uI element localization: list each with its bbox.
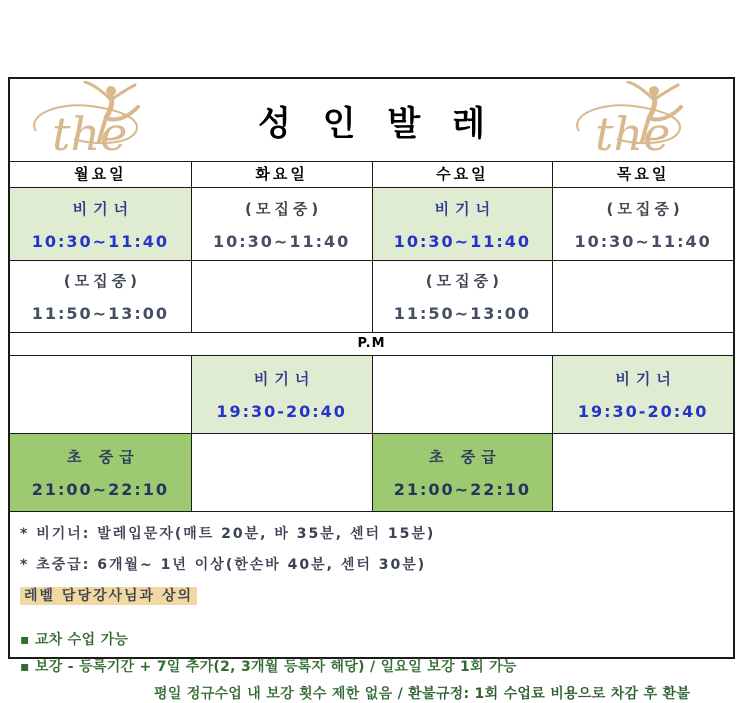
class-name: (모집중): [63, 272, 141, 290]
class-name: (모집중): [245, 199, 323, 218]
day-header-monday: 월요일: [74, 165, 127, 183]
class-time: 10:30~11:40: [393, 231, 531, 251]
day-header-thursday: 목요일: [552, 162, 733, 187]
class-time: 10:30~11:40: [31, 231, 169, 251]
spacer: [20, 616, 725, 629]
class-time: 19:30-20:40: [216, 402, 347, 421]
class-name: 초 중급: [67, 448, 140, 466]
empty-cell-wednesday-pm1: [372, 356, 553, 433]
day-header-wednesday: 수요일: [372, 162, 553, 187]
ballet-dancer-logo-icon: [22, 81, 178, 159]
class-time: 19:30-20:40: [577, 402, 709, 421]
level-consult-note: [20, 585, 725, 605]
class-time: 21:00~22:10: [393, 480, 531, 499]
schedule-row-pm2: [10, 433, 733, 511]
class-name: 비기너: [615, 370, 677, 388]
studio-logo-right: [553, 81, 733, 159]
header-row: [10, 79, 733, 161]
class-cell-monday-am2: [10, 261, 191, 332]
class-cell-wednesday-am1: [372, 188, 553, 260]
class-time: 11:50~13:00: [31, 304, 169, 323]
notes-section: [10, 511, 733, 702]
intermediate-note: * 초중급: 6개월~ 1년 이상(한손바 40분, 센터 30분): [20, 557, 427, 573]
makeup-note: ▪ 보강 - 등록기간 + 7일 추가(2, 3개월 등록자 해당) / 일요일 보강 1회 가능: [20, 659, 517, 675]
day-header-tuesday: 화요일: [191, 162, 372, 187]
logo-script-text: the: [52, 107, 128, 159]
class-time: 11:50~13:00: [393, 304, 531, 323]
studio-logo-left: [10, 81, 190, 159]
class-name: (모집중): [606, 199, 684, 218]
class-cell-monday-pm2: [10, 434, 191, 511]
schedule-row-pm1: [10, 355, 733, 433]
cross-class-note: ▪ 교차 수업 가능: [20, 632, 129, 648]
empty-cell-thursday-pm2: [552, 434, 733, 511]
beginner-note: * 비기너: 발레입문자(매트 20분, 바 35분, 센터 15분): [20, 526, 436, 542]
class-cell-tuesday-pm1: [191, 356, 372, 433]
logo-script-text: the: [595, 107, 671, 159]
class-name: 초 중급: [429, 448, 502, 466]
ballet-dancer-logo-icon: [565, 81, 721, 159]
class-cell-thursday-pm1: [552, 356, 733, 433]
empty-cell-monday-pm1: [10, 356, 191, 433]
class-name: 비기너: [72, 199, 135, 218]
highlighted-text: 레벨 담당강사님과 상의: [20, 587, 197, 605]
makeup-note-continued: 평일 정규수업 내 보강 횟수 제한 없음 /: [154, 686, 409, 702]
refund-policy-text: 환불규정: 1회 수업료 비용으로 차감 후 환불: [408, 686, 691, 702]
class-cell-thursday-am1: [552, 188, 733, 260]
class-time: 10:30~11:40: [574, 231, 712, 251]
empty-cell-tuesday-pm2: [191, 434, 372, 511]
schedule-row-am1: [10, 187, 733, 260]
makeup-refund-note: [20, 683, 725, 703]
class-cell-wednesday-am2: [372, 261, 553, 332]
class-cell-tuesday-am1: [191, 188, 372, 260]
day-header-row: [10, 161, 733, 187]
schedule-board: [8, 77, 735, 702]
class-name: (모집중): [425, 272, 503, 290]
class-name: 비기너: [434, 199, 497, 218]
class-name: 비기너: [253, 370, 316, 388]
class-cell-monday-am1: [10, 188, 191, 260]
class-cell-wednesday-pm2: [372, 434, 553, 511]
page-title: 성 인 발 레: [258, 103, 495, 144]
schedule-row-am2: [10, 260, 733, 332]
class-time: 21:00~22:10: [31, 480, 169, 499]
class-time: 10:30~11:40: [212, 231, 351, 251]
empty-cell-tuesday-am2: [191, 261, 372, 332]
pm-divider: P.M: [10, 332, 733, 355]
empty-cell-thursday-am2: [552, 261, 733, 332]
